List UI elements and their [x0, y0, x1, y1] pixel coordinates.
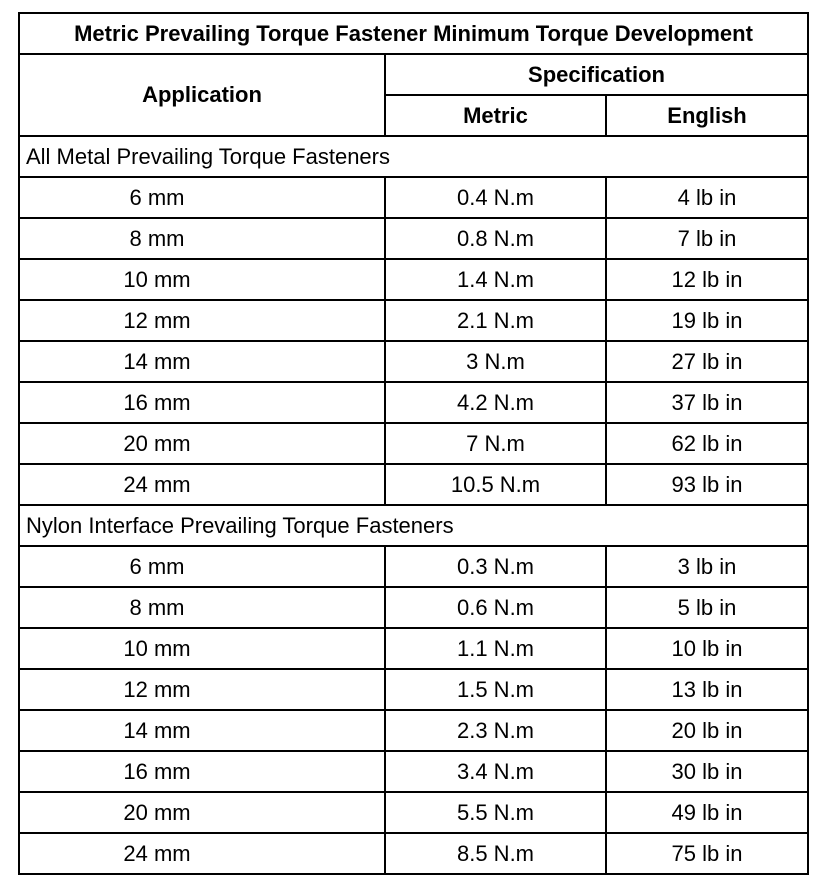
application-cell: 14 mm [19, 710, 385, 751]
table-row [19, 751, 808, 792]
application-cell: 14 mm [19, 341, 385, 382]
metric-cell: 0.6 N.m [385, 587, 606, 628]
application-cell: 20 mm [19, 792, 385, 833]
table-row [19, 423, 808, 464]
english-cell: 49 lb in [606, 792, 808, 833]
application-cell: 8 mm [19, 587, 385, 628]
english-cell: 19 lb in [606, 300, 808, 341]
english-cell: 13 lb in [606, 669, 808, 710]
table-row [19, 587, 808, 628]
section-row [19, 136, 808, 177]
metric-cell: 5.5 N.m [385, 792, 606, 833]
application-header: Application [19, 54, 385, 136]
metric-cell: 2.3 N.m [385, 710, 606, 751]
english-cell: 62 lb in [606, 423, 808, 464]
application-cell: 6 mm [19, 546, 385, 587]
table-row [19, 669, 808, 710]
metric-cell: 1.5 N.m [385, 669, 606, 710]
table-row [19, 341, 808, 382]
english-cell: 93 lb in [606, 464, 808, 505]
metric-cell: 1.4 N.m [385, 259, 606, 300]
application-cell: 12 mm [19, 300, 385, 341]
application-cell: 20 mm [19, 423, 385, 464]
english-cell: 7 lb in [606, 218, 808, 259]
header-row-1 [19, 54, 808, 95]
english-cell: 27 lb in [606, 341, 808, 382]
table-row [19, 628, 808, 669]
table-row [19, 546, 808, 587]
table-row [19, 833, 808, 874]
application-cell: 24 mm [19, 833, 385, 874]
english-cell: 3 lb in [606, 546, 808, 587]
english-cell: 20 lb in [606, 710, 808, 751]
metric-cell: 8.5 N.m [385, 833, 606, 874]
application-cell: 8 mm [19, 218, 385, 259]
section-label: Nylon Interface Prevailing Torque Fasteners [19, 505, 808, 546]
english-header: English [606, 95, 808, 136]
metric-header: Metric [385, 95, 606, 136]
english-cell: 12 lb in [606, 259, 808, 300]
section-label: All Metal Prevailing Torque Fasteners [19, 136, 808, 177]
torque-spec-table [18, 12, 809, 875]
table-body [19, 136, 808, 874]
english-cell: 4 lb in [606, 177, 808, 218]
metric-cell: 10.5 N.m [385, 464, 606, 505]
application-cell: 6 mm [19, 177, 385, 218]
application-cell: 16 mm [19, 382, 385, 423]
table-row [19, 382, 808, 423]
metric-cell: 0.8 N.m [385, 218, 606, 259]
metric-cell: 7 N.m [385, 423, 606, 464]
table-row [19, 218, 808, 259]
application-cell: 24 mm [19, 464, 385, 505]
table-row [19, 792, 808, 833]
specification-header: Specification [385, 54, 808, 95]
title-row [19, 13, 808, 54]
english-cell: 75 lb in [606, 833, 808, 874]
metric-cell: 0.4 N.m [385, 177, 606, 218]
table-row [19, 300, 808, 341]
table-row [19, 710, 808, 751]
table-row [19, 177, 808, 218]
application-cell: 10 mm [19, 259, 385, 300]
english-cell: 30 lb in [606, 751, 808, 792]
metric-cell: 2.1 N.m [385, 300, 606, 341]
application-cell: 16 mm [19, 751, 385, 792]
application-cell: 12 mm [19, 669, 385, 710]
section-row [19, 505, 808, 546]
metric-cell: 3.4 N.m [385, 751, 606, 792]
english-cell: 10 lb in [606, 628, 808, 669]
english-cell: 37 lb in [606, 382, 808, 423]
metric-cell: 0.3 N.m [385, 546, 606, 587]
application-cell: 10 mm [19, 628, 385, 669]
table-row [19, 464, 808, 505]
english-cell: 5 lb in [606, 587, 808, 628]
metric-cell: 4.2 N.m [385, 382, 606, 423]
metric-cell: 1.1 N.m [385, 628, 606, 669]
table-row [19, 259, 808, 300]
table-title: Metric Prevailing Torque Fastener Minimum Torque Development [19, 13, 808, 54]
metric-cell: 3 N.m [385, 341, 606, 382]
